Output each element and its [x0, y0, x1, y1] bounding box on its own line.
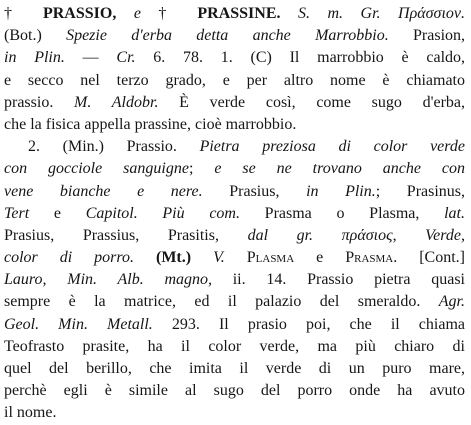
grammar-label: S. m.	[280, 5, 361, 22]
latin-form: Prasion,	[388, 27, 466, 45]
entry-line	[4, 70, 465, 92]
definition: e se ne trovano anche con	[214, 160, 466, 178]
definition: con gocciole sanguigne	[4, 160, 189, 178]
variant-forms: Prasma o Plasma,	[239, 204, 445, 222]
gloss: Verde,	[425, 226, 466, 244]
entry-line	[4, 314, 465, 336]
sense-number: 2. (Min.) Prassio.	[28, 138, 200, 156]
cross-ref: Prasma.	[345, 249, 398, 267]
punctuation: ,	[392, 226, 426, 244]
entry-line	[4, 402, 465, 424]
definition: vene bianche e nere.	[4, 182, 203, 200]
source-citation: Capitol. Più com.	[85, 204, 240, 222]
source-citation: M. Aldobr.	[74, 93, 159, 111]
source-citation: Cr.	[116, 49, 136, 67]
dagger-mark: †	[4, 5, 43, 22]
punctuation: ;	[188, 160, 215, 178]
domain-label: (Mt.)	[134, 249, 214, 267]
definition: Pietra preziosa di color verde	[199, 138, 466, 156]
quotation: 293. Il prasio poi, che il chiama	[152, 315, 466, 333]
entry-line	[4, 181, 465, 203]
quotation: il nome.	[4, 404, 57, 422]
dagger-mark: †	[158, 5, 198, 22]
cross-ref: Plasma	[224, 249, 295, 267]
latin-form: Prasius, Prassius, Prasitis,	[4, 226, 248, 244]
headword-prassio: PRASSIO,	[42, 5, 117, 22]
quotation: quel del berillo, che imita il verde di un puro mare,	[4, 360, 465, 377]
entry-line	[4, 203, 465, 225]
source-citation: in Plin.	[306, 182, 376, 200]
quotation: 6. 78. 1. (C) Il marrobbio è caldo,	[135, 49, 466, 67]
headword-prassine: PRASSINE.	[197, 5, 281, 22]
entry-line	[4, 47, 465, 69]
entry-line	[4, 336, 465, 358]
entry-line	[4, 114, 465, 136]
cross-ref-label: V.	[213, 249, 225, 267]
quotation: e secco nel terzo grado, e per altro nome è chiamato	[4, 71, 465, 89]
source-citation: Lauro, Min. Alb. magno,	[4, 271, 212, 289]
quotation: Teofrasto prasite, ha il color verde, ma più chiaro di	[4, 337, 465, 355]
definition: Spezie d'erba detta anche Marrobbio.	[66, 27, 389, 45]
bracket-note: [Cont.]	[397, 249, 465, 267]
entry-line	[4, 380, 465, 402]
sense-2-line	[4, 136, 465, 158]
entry-line	[4, 158, 465, 180]
entry-line	[4, 247, 465, 269]
gloss: color di porro.	[4, 249, 135, 267]
quotation: sempre è la matrice, ed il palazio del smeraldo.	[4, 293, 439, 311]
source-citation: Tert	[4, 204, 30, 222]
quotation: ii. 14. Prassio pietra quasi	[212, 271, 465, 289]
source-citation: in Plin.	[4, 49, 65, 67]
greek-etymon: Πράσσιον.	[380, 5, 465, 22]
entry-line	[4, 92, 465, 114]
language-label: Gr.	[360, 5, 381, 22]
quotation: È verde così, come sugo d'erba,	[158, 93, 466, 111]
source-citation: Agr.	[438, 293, 465, 311]
conjunction: e	[116, 5, 159, 22]
quotation: prassio.	[4, 93, 75, 111]
entry-headword-line	[4, 3, 465, 25]
language-label: dal gr.	[247, 226, 314, 244]
entry-line	[4, 269, 465, 291]
domain-label: (Bot.)	[4, 27, 67, 45]
conjunction: e	[29, 204, 86, 222]
latin-form: ; Prasinus,	[375, 182, 466, 200]
language-label: lat.	[444, 204, 465, 222]
entry-line	[4, 225, 465, 247]
entry-line	[4, 358, 465, 380]
conjunction: e	[294, 249, 346, 267]
latin-form: Prasius,	[202, 182, 307, 200]
entry-line	[4, 25, 465, 47]
greek-etymon: πράσιος	[313, 226, 393, 244]
source-citation: Geol. Min. Metall.	[4, 315, 153, 333]
dash: —	[64, 49, 117, 67]
entry-line	[4, 291, 465, 313]
quotation: perchè egli è simile al sugo del porro onde ha avuto	[4, 382, 465, 400]
quotation: che la fisica appella prassine, cioè marrobbio.	[4, 115, 297, 133]
